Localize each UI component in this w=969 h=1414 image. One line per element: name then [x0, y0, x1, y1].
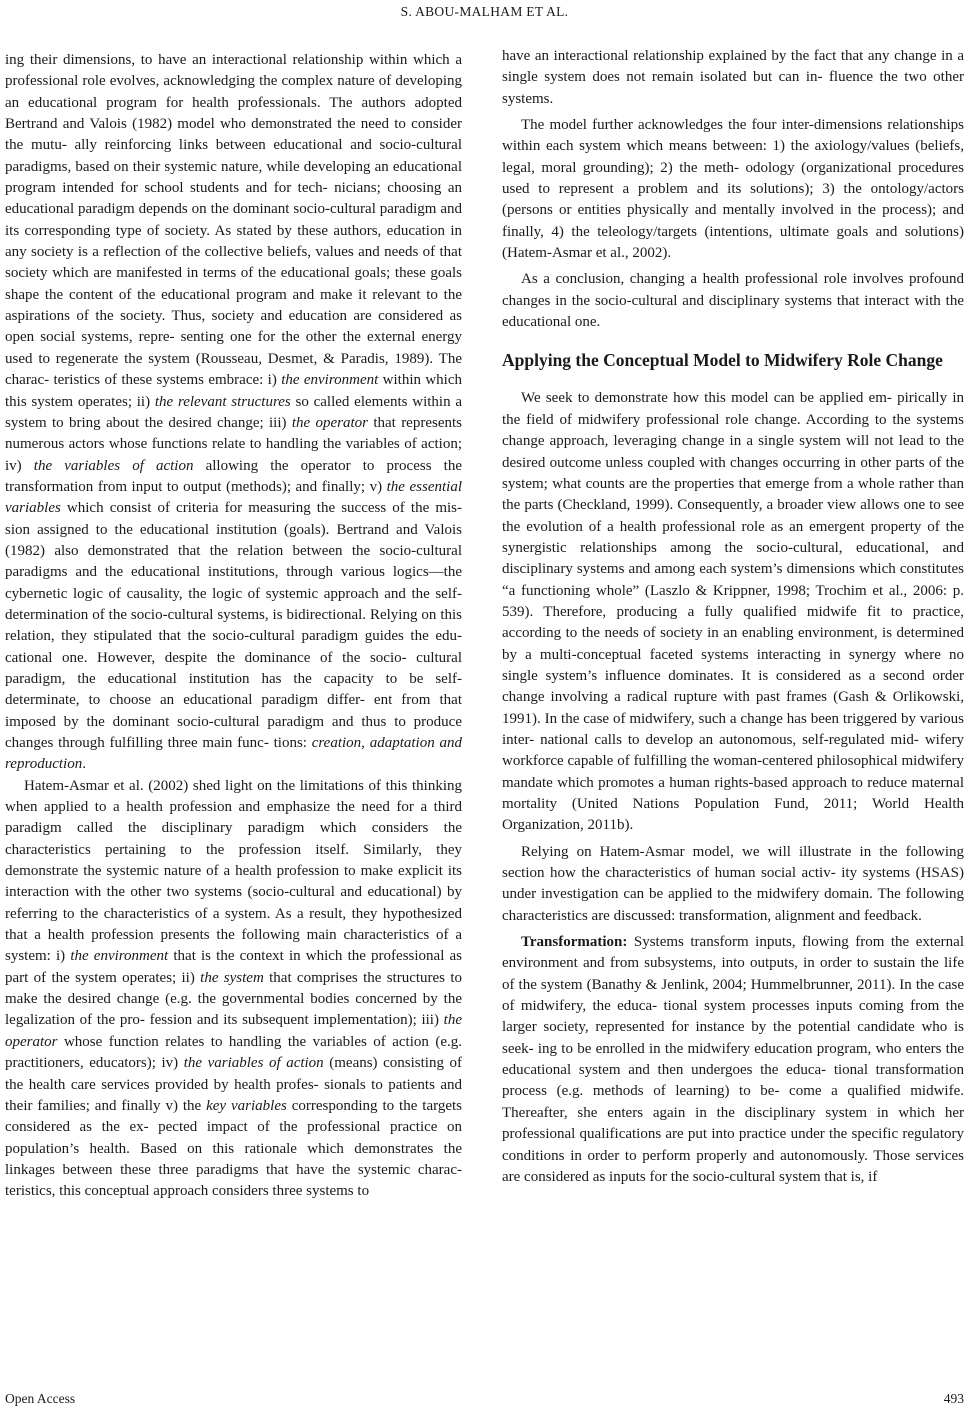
- page-number: 493: [943, 1391, 964, 1406]
- left-paragraph-1: ing their dimensions, to have an interactional relationship within which a professional role evolves, acknowledging the complex nature of developing an educational program for health professionals. The authors adopted Bertrand and Valois (1982) model who demonstrated the need to consider the mutu- ally reinforcing links between educational and socio-cultural paradigms, based on their systemic nature, while developing an educational program intended for school students and for tech- nicians; choosing an educational paradigm depends on the dominant socio-cultural paradigm and its corresponding type of society. As stated by these authors, education in any society is a reflection of the collective beliefs, values and needs of that society which are manifested in terms of the educational goals; these goals shape the content of the educational program and make it relevant to the aspirations of the society. Thus, society and education are considered as open social systems, repre- senting one for the other the external energy used to regenerate the system (Rousseau, Desmet, & Paradis, 1989). The charac- teristics of these systems embrace: i) the environment within which this system operates; ii) the relevant structures so called elements within a system to bring about the desired change; iii) the operator that represents numerous actors whose functions relate to handling the variables of action; iv) the variables of action allowing the operator to process the transformation from input to output (methods); and finally; v) the essential variables which consist of criteria for measuring the success of the mis- sion assigned to the educational institution (goals). Bertrand and Valois (1982) also demonstrated that the relation between the socio-cultural paradigms and the educational institutions, through various logics—the cybernetic logic of causality, the logic of systemic approach and the self-determination of the socio-cultural systems, is bidirectional. Relying on this relation, they stipulated that the socio-cultural paradigm guides the edu- cational one. However, despite the dominance of the socio- cultural paradigm, the educational institution has the capacity to be self-determinate, to choose an educational paradigm differ- ent from that imposed by the dominant socio-cultural paradigm and thus to produce changes through fulfilling three main func- tions: creation, adaptation and reproduction.: [5, 52, 463, 773]
- right-paragraph-6: Transformation: Systems transform inputs, flowing from the external environment and from subsystems, into outputs, in order to sustain the life of the system (Banathy & Jenlink, 2004; Hummelbrunner, 2011). In the case of midwifery, the educa- tional system processes inputs coming from the larger society, represented for instance by the potential candidate who is seek- ing to be enrolled in the midwifery education program, who enters the educational system and then undergoes the educa- tional transformation process (e.g. methods of learning) to be- come a qualified midwife. Thereafter, she enters again in the disciplinary system in which her professional qualifications are put into practice under the specific regulatory conditions in order to perform properly and autonomously. Those services are considered as inputs for the socio-cultural system that is, if: [502, 934, 964, 1185]
- right-paragraph-5: Relying on Hatem-Asmar model, we will illustrate in the following section how the characteristics of human social activ- ity systems (HSAS) under investigation can be applied to the midwifery domain. The following characteristics are discussed: transformation, alignment and feedback.: [502, 843, 964, 924]
- right-paragraph-3: As a conclusion, changing a health professional role involves profound changes in the socio-cultural and disciplinary systems that interact with the educational one.: [502, 271, 964, 331]
- right-paragraph-2: The model further acknowledges the four inter-dimensions relationships within each system which means between: 1) the axiology/values (beliefs, legal, moral grounding); 2) the meth- odology (organizational procedures used to represent a problem and its solutions); 3) the ontology/actors (persons or entities physically and mentally involved in the process); and finally, 4) the teleology/targets (intentions, ultimate goals and solutions) (Hatem-Asmar et al., 2002).: [502, 117, 964, 262]
- left-column: [5, 50, 462, 1203]
- right-column: [502, 46, 964, 1188]
- left-paragraph-2: Hatem-Asmar et al. (2002) shed light on the limitations of this thinking when applied to a health profession and emphasize the need for a third paradigm called the disciplinary paradigm which considers the characteristics pertaining to the profession itself. Similarly, they demonstrate the systemic nature of a health profession to make explicit its interaction with the other two systems (socio-cultural and educational) by referring to the characteristics of a system. As a result, they hypothesized that a health profession presents the following main characteristics of a system: i) the environment that is the context in which the professional as part of the system operates; ii) the system that comprises the structures to make the desired change (e.g. the governmental bodies concerned by the legalization of the pro- fession and its subsequent implementation); iii) the operator whose function relates to handling the variables of action (e.g. practitioners, educators); iv) the variables of action (means) consisting of the health care services provided by health profes- sionals to patients and their families; and finally v) the key variables corresponding to the targets considered as the ex- pected impact of the professional practice on population’s health. Based on this rationale which demonstrates the linkages between these three paradigms that have the systemic charac- teristics, this conceptual approach considers three systems to: [5, 777, 463, 1200]
- paragraph-lead-term: Transformation:: [521, 934, 628, 951]
- running-head: S. ABOU-MALHAM ET AL.: [400, 4, 569, 19]
- right-paragraph-1: have an interactional relationship explained by the fact that any change in a single system does not remain isolated but can in- fluence the two other systems.: [502, 48, 964, 107]
- footer-open-access: Open Access: [5, 1391, 76, 1406]
- section-heading: Applying the Conceptual Model to Midwifery Role Change: [502, 350, 943, 371]
- right-paragraph-4: We seek to demonstrate how this model can be applied em- pirically in the field of midwifery professional role change. According to the systems change approach, leveraging change in a single system will not lead to the desired outcome unless coupled with changes occurring in other parts of the system; what counts are the properties that emerge from a whole rather than the parts (Checkland, 1999). Consequently, a broader view allows one to see the evolution of a health professional role as an emergent property of the synergistic relationships among the socio-cultural, educational, and disciplinary systems and among each system’s dimensions which constitutes “a functioning whole” (Laszlo & Krippner, 1998; Trochim et al., 2006: p. 539). Therefore, producing a fully qualified midwife fit to practice, according to the needs of society in an enabling environment, is determined by a multi-conceptual faceted systems interacting in synergy where no single system’s influence dominates. It is considered as a second order change involving a radical rupture with past frames (Gash & Orlikowski, 1991). In the case of midwifery, such a change has been triggered by various inter- national calls to develop an autonomous, self-regulated mid- wifery workforce capable of fulfilling the woman-centered philosophical midwifery mandate which promotes a human rights-based approach to reduce maternal mortality (United Nations Population Fund, 2011; World Health Organization, 2011b).: [502, 390, 964, 834]
